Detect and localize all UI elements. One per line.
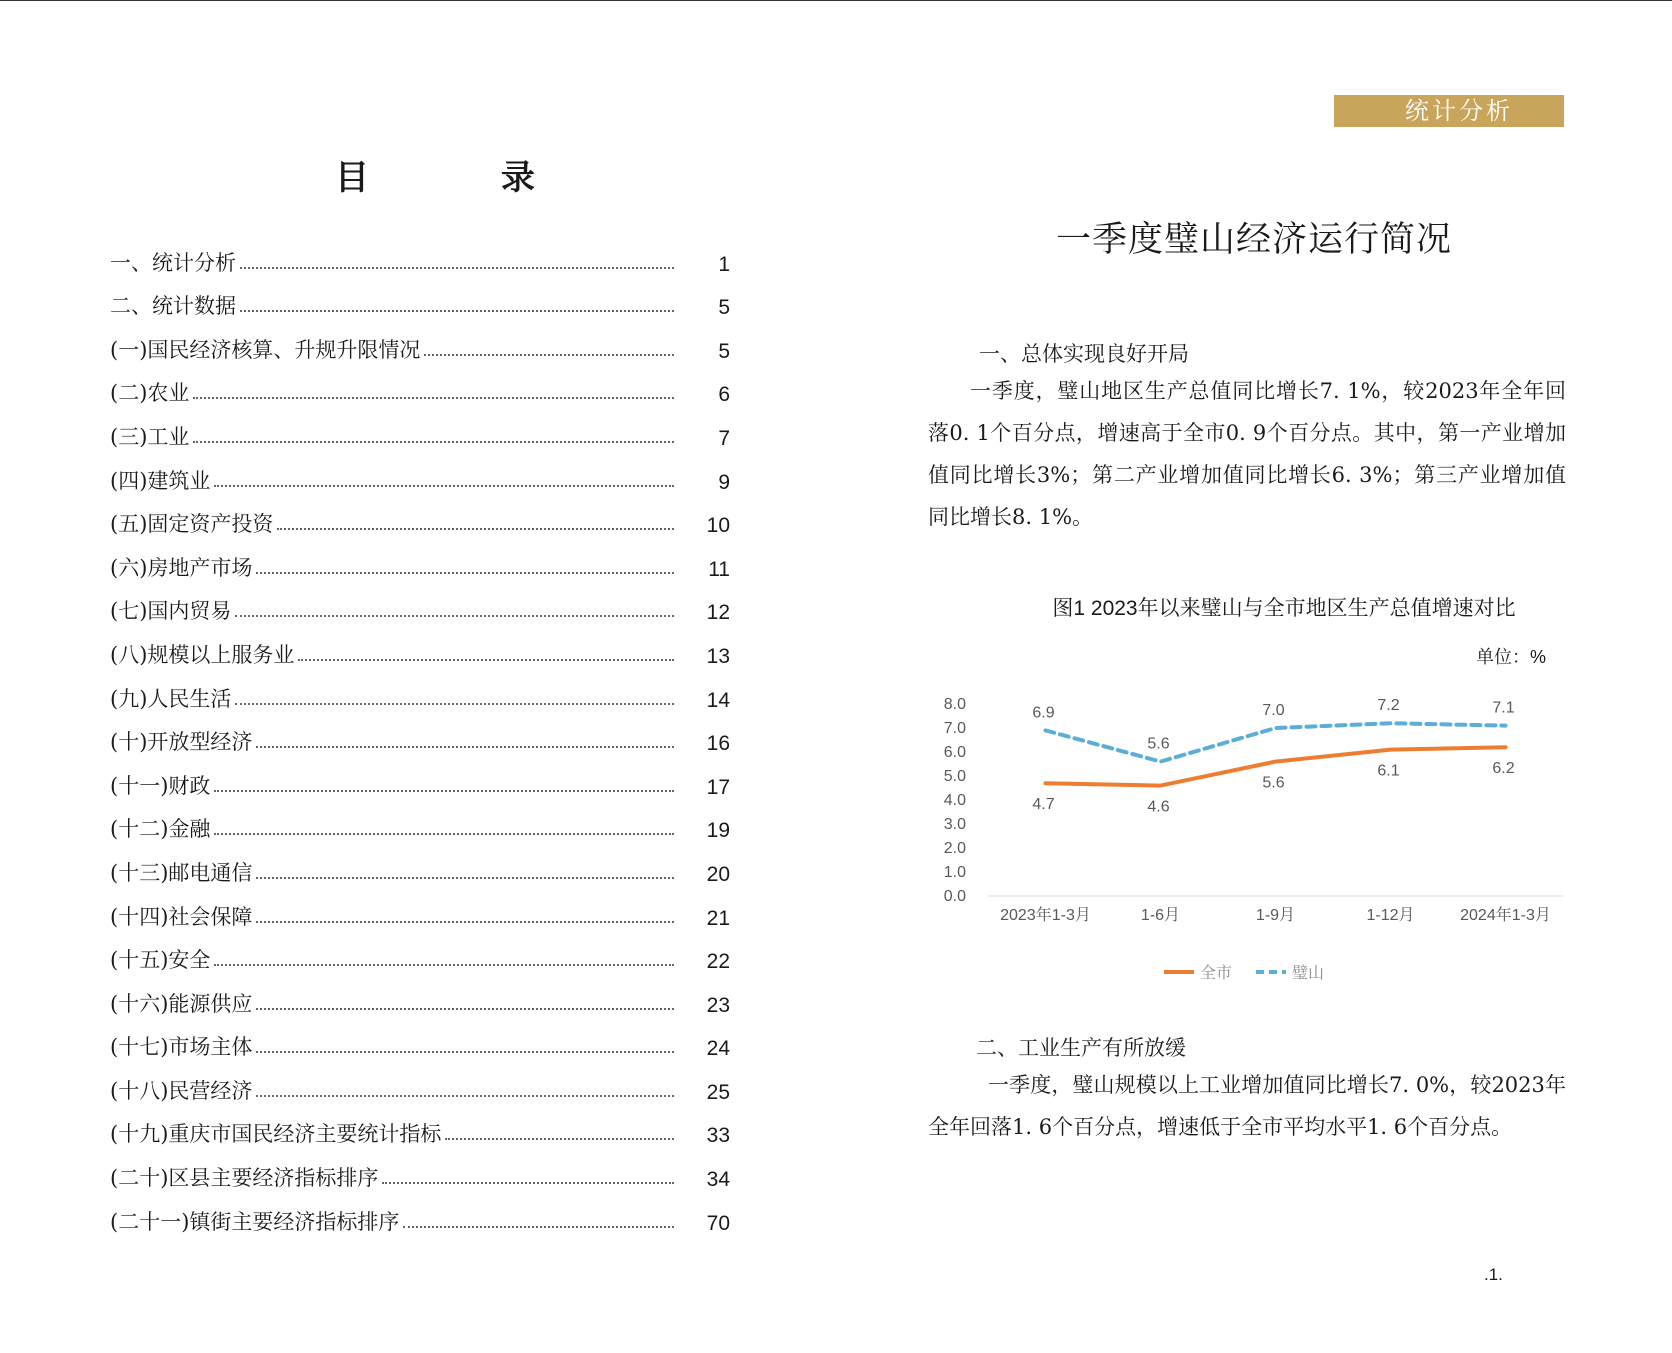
toc-entry[interactable] [110, 974, 730, 1018]
section2-heading: 二、工业生产有所放缓 [976, 1036, 1186, 1060]
section-tag: 统计分析 [1334, 95, 1564, 127]
toc-dot-leader [256, 572, 674, 574]
toc-entry-page: 11 [708, 557, 730, 581]
toc-entry[interactable] [110, 800, 730, 844]
toc-entry[interactable] [110, 364, 730, 408]
x-tick-label: 1-9月 [1255, 907, 1296, 924]
toc-entry[interactable] [110, 582, 730, 626]
chart-unit: 单位：% [1476, 647, 1547, 667]
toc-entry-label: (十)开放型经济 [110, 730, 253, 755]
toc-entry-label: (十五)安全 [110, 948, 211, 973]
toc-entry-label: (二十一)镇街主要经济指标排序 [110, 1209, 400, 1234]
toc-entry-page: 9 [718, 470, 730, 494]
y-tick-label: 2.0 [943, 840, 966, 857]
toc-entry[interactable] [110, 495, 730, 539]
toc-dot-leader [445, 1138, 674, 1140]
toc-entry[interactable] [110, 320, 730, 364]
toc-entry[interactable] [110, 887, 730, 931]
toc-title: 目 录 [335, 158, 595, 198]
toc-entry-page: 14 [706, 688, 730, 712]
toc-entry-page: 5 [718, 296, 730, 320]
toc-dot-leader [235, 703, 674, 705]
legend-label: 璧山 [1292, 965, 1325, 982]
data-label: 5.6 [1147, 735, 1170, 753]
toc-entry[interactable] [110, 1148, 730, 1192]
toc-entry-page: 19 [706, 819, 730, 843]
toc-dot-leader [256, 1008, 674, 1010]
toc-dot-leader [235, 615, 674, 617]
toc-entry-page: 5 [718, 339, 730, 363]
y-tick-label: 3.0 [943, 816, 966, 833]
toc-entry[interactable] [110, 669, 730, 713]
toc-entry-page: 13 [706, 644, 730, 668]
x-tick-label: 2023年1-3月 [1000, 907, 1091, 924]
toc-entry[interactable] [110, 1061, 730, 1105]
toc-entry-label: (九)人民生活 [110, 686, 232, 711]
toc-entry-label: (五)固定资产投资 [110, 512, 274, 537]
toc-entry-label: 一、统计分析 [110, 250, 236, 275]
toc-entry-label: (十六)能源供应 [110, 991, 253, 1016]
section1-paragraph: 一季度，璧山地区生产总值同比增长7. 1%，较2023年全年回落0. 1个百分点，增速高于全市0. 9个百分点。其中，第一产业增加值同比增长3%；第二产业增加值同比增长6. 3%；第三产业增加值同比增长8. 1%。 [928, 379, 1566, 529]
toc-entry[interactable] [110, 1192, 730, 1236]
y-tick-label: 6.0 [943, 744, 966, 761]
data-label: 4.7 [1032, 796, 1055, 814]
toc-dot-leader [277, 528, 674, 530]
article-page [836, 0, 1672, 1353]
toc-dot-leader [424, 354, 674, 356]
toc-dot-leader [256, 877, 674, 879]
toc-dot-leader [256, 746, 674, 748]
toc-entry[interactable] [110, 407, 730, 451]
data-label: 7.0 [1262, 702, 1285, 719]
data-label: 6.9 [1032, 704, 1055, 722]
y-tick-label: 4.0 [943, 792, 966, 809]
toc-entry-label: (三)工业 [110, 424, 190, 449]
series-line-bishan [1046, 723, 1506, 761]
toc-entry[interactable] [110, 451, 730, 495]
toc-entry[interactable] [110, 277, 730, 321]
toc-entry-page: 7 [718, 426, 730, 450]
data-label: 6.1 [1377, 762, 1400, 780]
toc-entry-label: (七)国内贸易 [110, 599, 232, 624]
toc-entry-page: 33 [706, 1124, 730, 1148]
section1-heading: 一、总体实现良好开局 [979, 342, 1189, 366]
toc-dot-leader [214, 790, 674, 792]
toc-entry-label: (十七)市场主体 [110, 1035, 253, 1060]
toc-entry-label: (六)房地产市场 [110, 555, 253, 580]
page-number: .1. [1484, 1265, 1503, 1284]
toc-entry-label: 二、统计数据 [110, 294, 236, 319]
x-tick-label: 1-12月 [1366, 907, 1415, 924]
toc-entry-label: (二)农业 [110, 381, 190, 406]
toc-entry-label: (十四)社会保障 [110, 904, 253, 929]
toc-entry-page: 21 [706, 906, 730, 930]
toc-entry-label: (十二)金融 [110, 817, 211, 842]
toc-entry[interactable] [110, 713, 730, 757]
toc-entry[interactable] [110, 538, 730, 582]
toc-dot-leader [193, 441, 674, 443]
toc-entry[interactable] [110, 1018, 730, 1062]
toc-entry[interactable] [110, 1105, 730, 1149]
toc-entry-label: (十八)民营经济 [110, 1078, 253, 1103]
y-tick-label: 1.0 [943, 864, 966, 881]
data-label: 6.2 [1492, 760, 1515, 778]
toc-entry-label: (八)规模以上服务业 [110, 642, 295, 667]
toc-entry-page: 34 [706, 1168, 730, 1192]
toc-dot-leader [298, 659, 674, 661]
x-tick-label: 2024年1-3月 [1460, 907, 1551, 924]
toc-dot-leader [256, 921, 674, 923]
data-label: 7.2 [1377, 697, 1400, 715]
toc-entry-page: 16 [706, 732, 730, 756]
toc-dot-leader [240, 267, 674, 269]
data-label: 5.6 [1262, 774, 1285, 792]
toc-dot-leader [193, 397, 674, 399]
toc-entry-page: 70 [706, 1211, 730, 1235]
toc-dot-leader [214, 833, 674, 835]
toc-entry[interactable] [110, 625, 730, 669]
toc-entry-page: 12 [706, 601, 730, 625]
gdp-growth-line-chart [928, 680, 1568, 1000]
toc-entry-page: 22 [706, 950, 730, 974]
toc-dot-leader [256, 1051, 674, 1053]
toc-entry-page: 23 [706, 993, 730, 1017]
chart-title: 图1 2023年以来璧山与全市地区生产总值增速对比 [1052, 597, 1516, 620]
toc-dot-leader [240, 310, 674, 312]
toc-entry[interactable] [110, 233, 730, 277]
toc-entry-label: (十九)重庆市国民经济主要统计指标 [110, 1122, 442, 1147]
toc-entry[interactable] [110, 756, 730, 800]
toc-entry-page: 17 [706, 775, 730, 799]
toc-entry-page: 24 [706, 1037, 730, 1061]
section2-paragraph: 一季度，璧山规模以上工业增加值同比增长7. 0%，较2023年全年回落1. 6个百分点，增速低于全市平均水平1. 6个百分点。 [928, 1073, 1566, 1139]
article-title: 一季度璧山经济运行简况 [1055, 220, 1452, 260]
toc-entry[interactable] [110, 931, 730, 975]
toc-entry-label: (一)国民经济核算、升规升限情况 [110, 337, 421, 362]
toc-entry-page: 20 [706, 862, 730, 886]
toc-dot-leader [214, 485, 674, 487]
toc-entry-label: (二十)区县主要经济指标排序 [110, 1166, 379, 1191]
toc-entry-page: 25 [706, 1080, 730, 1104]
y-tick-label: 7.0 [943, 720, 966, 737]
y-tick-label: 0.0 [943, 888, 966, 905]
legend-label: 全市 [1200, 965, 1233, 982]
data-label: 7.1 [1492, 699, 1515, 717]
toc-entry-page: 10 [706, 514, 730, 538]
data-label: 4.6 [1147, 798, 1170, 816]
toc-entry-page: 1 [718, 252, 730, 276]
toc-entry-label: (十一)财政 [110, 773, 211, 798]
toc-entry[interactable] [110, 843, 730, 887]
toc-entry-page: 6 [718, 383, 730, 407]
toc-entry-label: (四)建筑业 [110, 468, 211, 493]
toc-list [110, 233, 730, 1236]
x-tick-label: 1-6月 [1140, 907, 1181, 924]
toc-dot-leader [382, 1182, 674, 1184]
toc-dot-leader [403, 1226, 674, 1228]
toc-dot-leader [214, 964, 674, 966]
y-tick-label: 5.0 [943, 768, 966, 785]
toc-entry-label: (十三)邮电通信 [110, 860, 253, 885]
toc-dot-leader [256, 1095, 674, 1097]
y-tick-label: 8.0 [943, 696, 966, 713]
